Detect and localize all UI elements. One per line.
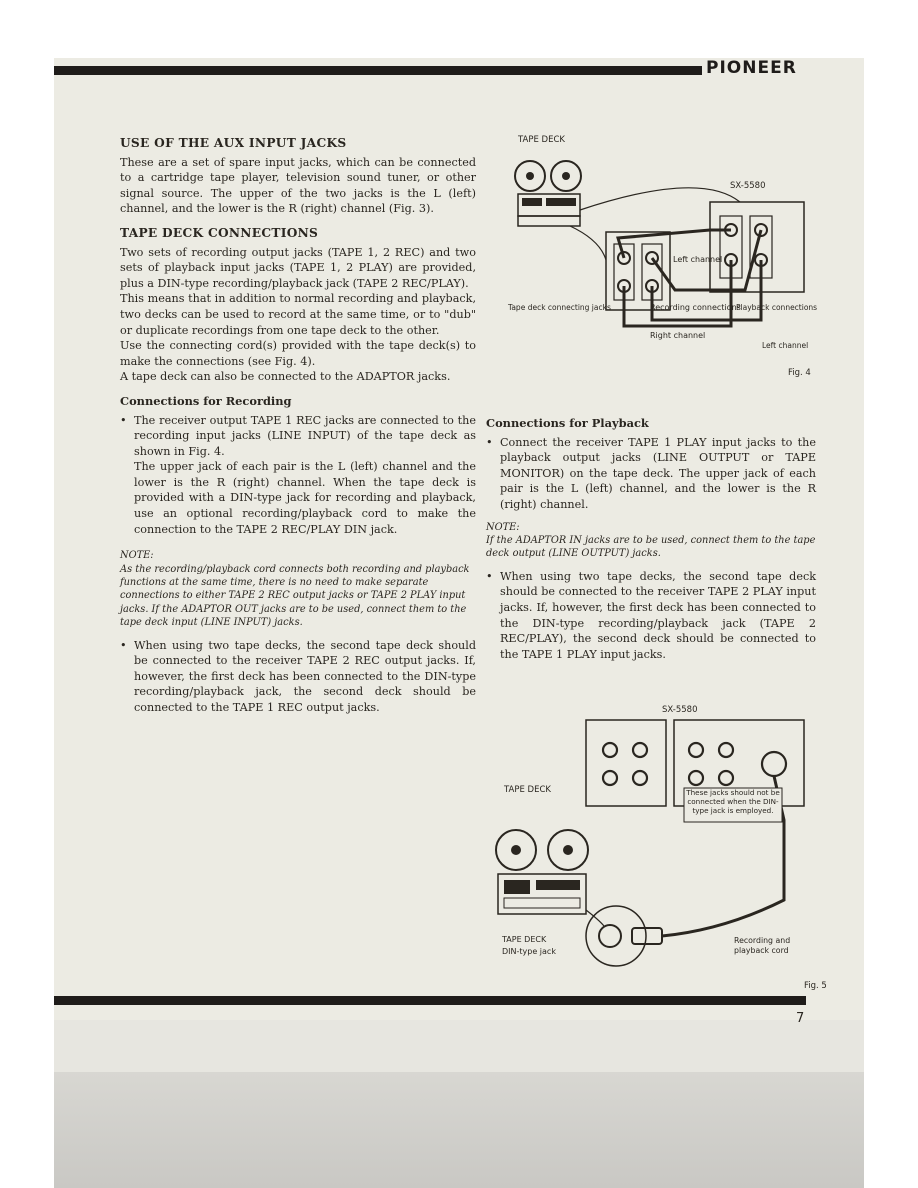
recording-b1: The receiver output TAPE 1 REC jacks are connected to the recording input jacks (LINE INPUT) of the tape deck as shown in Fig. 4. (134, 413, 476, 458)
footer-rule (54, 996, 806, 1005)
recording-bullet-1 (120, 413, 476, 538)
recording-b2: When using two tape decks, the second tape deck should be connected to the receiver TAPE 2 REC output jacks. If, however, the first deck has been connected to the DIN-type recording/playback jack, the second deck should be connected to the TAPE 1 REC output jacks. (134, 638, 476, 715)
fig4-left-channel-2: Left channel (762, 341, 809, 350)
fig5-din-jack: DIN-type jack (502, 947, 556, 956)
left-column (120, 136, 476, 725)
bullet-icon: • (486, 569, 493, 583)
tape-section (120, 226, 476, 385)
fig4-right-channel: Right channel (650, 331, 706, 340)
right-column (486, 416, 816, 670)
fig4-diagram (500, 130, 826, 410)
fig4-deck-jacks: Tape deck connecting jacks (508, 303, 611, 312)
fig5-tape-deck-label: TAPE DECK (504, 785, 551, 795)
tape-p2: This means that in addition to normal recording and playback, two decks can be used to record at the same time, or to "dub" or duplicate recordings from one tape deck to the other. (120, 292, 476, 337)
note-text: If the ADAPTOR IN jacks are to be used, connect them to the tape deck output (LINE OUTPUT) jacks. (486, 534, 816, 560)
bullet-icon: • (120, 638, 127, 652)
playback-heading: Connections for Playback (486, 416, 649, 430)
bullet-icon: • (486, 435, 493, 449)
tape-p3: Use the connecting cord(s) provided with the tape deck(s) to make the connections (see Fig. 4). (120, 339, 476, 368)
recording-note (120, 549, 476, 629)
aux-heading: USE OF THE AUX INPUT JACKS (120, 136, 347, 150)
fig5-diagram (484, 690, 840, 990)
tape-p1: Two sets of recording output jacks (TAPE 1, 2 REC) and two sets of playback input jacks (TAPE 1, 2 PLAY) are provided, plus a DIN-type recording/playback jack (TAPE 2 REC/PLAY). (120, 245, 476, 290)
bullet-icon: • (120, 413, 127, 427)
playback-b1: Connect the receiver TAPE 1 PLAY input jacks to the playback output jacks (LINE OUTPUT or TAPE MONITOR) on the tape deck. The upper jack of each pair is the L (left) channel, and the lower is the R (right) channel. (500, 435, 816, 511)
recording-bullet-2 (120, 638, 476, 716)
fig4-receiver-label: SX-5580 (730, 181, 766, 191)
scan-background (54, 1072, 864, 1188)
fig5-warning: These jacks should not be connected when the DIN-type jack is employed. (686, 789, 780, 815)
brand-logo: PIONEER (706, 58, 797, 78)
fig5-deck-label: TAPE DECK (502, 935, 547, 944)
note-heading: NOTE: (486, 521, 520, 533)
fig5-caption: Fig. 5 (804, 981, 827, 990)
fig5-cord-label: Recording and playback cord (734, 936, 791, 955)
tape-heading: TAPE DECK CONNECTIONS (120, 225, 319, 240)
page-number: 7 (796, 1011, 805, 1026)
playback-b2: When using two tape decks, the second tape deck should be connected to the receiver TAPE 2 PLAY input jacks. If, however, the first deck has been connected to the DIN-type recording/playback jack (TAPE 2 REC/PLAY), the second deck should be connected to the TAPE 1 PLAY input jacks. (500, 569, 816, 661)
playback-bullet-1 (486, 435, 816, 513)
aux-text: These are a set of spare input jacks, which can be connected to a cartridge tape player, television sound tuner, or other signal source. The upper of the two jacks is the L (left) channel, and the lower is the R (right) channel (Fig. 3). (120, 155, 476, 216)
din-jack-circle (586, 906, 662, 966)
playback-bullet-2 (486, 569, 816, 663)
tape-deck-illustration (515, 161, 581, 226)
note-text: As the recording/playback cord connects both recording and playback functions at the same time, there is no need to make separate connections to either TAPE 2 REC output jacks or TAPE 2 PLAY input jacks. If the ADAPTOR OUT jacks are to be used, connect them to the tape deck input (LINE INPUT) jacks. (120, 563, 470, 629)
fig4-recording: Recording connections (650, 303, 741, 312)
recording-section (120, 394, 476, 716)
note-heading: NOTE: (120, 550, 154, 562)
aux-section (120, 136, 476, 217)
recording-heading: Connections for Recording (120, 393, 292, 408)
fig4-playback: Playback connections (736, 303, 818, 312)
fig4-caption: Fig. 4 (788, 368, 811, 378)
fig4-tape-deck-label: TAPE DECK (518, 135, 565, 145)
header-rule (54, 66, 702, 75)
page-edge (54, 1020, 864, 1072)
fig5-receiver-label: SX-5580 (662, 705, 698, 715)
manual-page (54, 58, 864, 1026)
tape-deck-illustration (496, 830, 588, 914)
playback-note (486, 521, 816, 561)
recording-b1b: The upper jack of each pair is the L (left) channel and the lower is the R (right) channel. When the tape deck is provided with a DIN-type jack for recording and playback, use an optional recording/playback cord to make the connection to the TAPE 2 REC/PLAY DIN jack. (134, 460, 476, 536)
tape-p4: A tape deck can also be connected to the ADAPTOR jacks. (120, 370, 451, 384)
fig4-left-channel: Left channel (673, 255, 723, 264)
